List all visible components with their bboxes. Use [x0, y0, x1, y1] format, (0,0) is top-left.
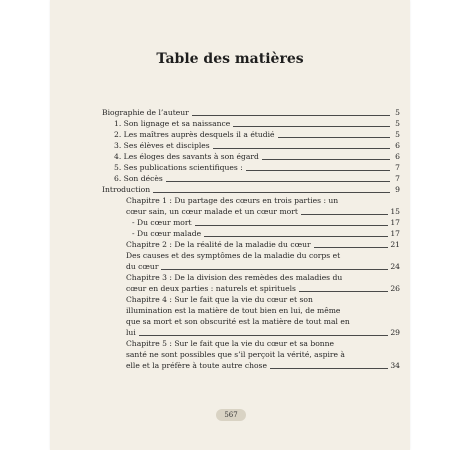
leader-line — [213, 147, 390, 149]
leader-line — [161, 268, 388, 270]
page-number: 567 — [216, 409, 246, 421]
toc-entry-page: 17 — [390, 229, 400, 238]
toc-entry — [102, 217, 400, 228]
toc-entry — [102, 184, 400, 195]
leader-line — [192, 114, 390, 116]
toc-entry-page: 7 — [395, 163, 400, 172]
toc-entry-title: cœur en deux parties : naturels et spirituels — [126, 284, 296, 293]
toc-entry-page: 5 — [395, 130, 400, 139]
toc-entry-page: 5 — [395, 108, 400, 117]
toc-entry — [102, 107, 400, 118]
toc-entry-page: 17 — [390, 218, 400, 227]
page-title: Table des matières — [156, 51, 304, 67]
toc-entry — [102, 118, 400, 129]
toc-entry-page: 6 — [395, 141, 400, 150]
book-page — [50, 0, 410, 450]
toc-entry — [102, 239, 400, 250]
toc-entry — [102, 162, 400, 173]
leader-line — [246, 169, 390, 171]
toc-entry-page: 5 — [395, 119, 400, 128]
toc-entry-page: 21 — [390, 240, 400, 249]
toc-entry — [102, 228, 400, 239]
toc-entry-text-line: que sa mort et son obscurité est la matière de tout mal en — [126, 317, 350, 326]
toc-entry-title: Chapitre 2 : De la réalité de la maladie du cœur — [126, 240, 311, 249]
toc-entry-title: - Du cœur mort — [132, 218, 192, 227]
leader-line — [262, 158, 390, 160]
leader-line — [233, 125, 390, 127]
toc-entry-title: 5. Ses publications scientifiques : — [114, 163, 243, 172]
toc-entry-title: lui — [126, 328, 136, 337]
toc-entry-title: 4. Les éloges des savants à son égard — [114, 152, 259, 161]
toc-entry-text-line: Chapitre 5 : Sur le fait que la vie du cœur et sa bonne — [126, 339, 335, 348]
toc-entry — [102, 173, 400, 184]
toc-entry-text-line: Chapitre 4 : Sur le fait que la vie du cœur et son — [126, 295, 313, 304]
toc-entry — [102, 294, 400, 338]
toc-entry-text-line: Des causes et des symptômes de la maladie du corps et — [126, 251, 341, 260]
toc-entry — [102, 140, 400, 151]
toc-entry-page: 6 — [395, 152, 400, 161]
toc-entry — [102, 195, 400, 217]
toc-entry — [102, 272, 400, 294]
toc-entry-text-line: santé ne sont possibles que s’il perçoit la vérité, aspire à — [126, 350, 345, 359]
toc-entry-page: 26 — [390, 284, 400, 293]
toc-entry-title: elle et la préfère à toute autre chose — [126, 361, 267, 370]
toc-entry-page: 15 — [390, 207, 400, 216]
toc-entry-text-line: illumination est la matière de tout bien en lui, de même — [126, 306, 341, 315]
toc-entry — [102, 250, 400, 272]
leader-line — [301, 213, 388, 215]
toc-entry — [102, 129, 400, 140]
leader-line — [139, 334, 389, 336]
leader-line — [314, 246, 389, 248]
toc-entry-title: - Du cœur malade — [132, 229, 202, 238]
toc-entry-page: 9 — [395, 185, 400, 194]
leader-line — [270, 367, 388, 369]
leader-line — [153, 191, 390, 193]
toc-entry-page: 24 — [390, 262, 400, 271]
toc-entry-title: 6. Son décès — [114, 174, 163, 183]
toc-entry-text-line: Chapitre 1 : Du partage des cœurs en trois parties : un — [126, 196, 339, 205]
toc-entry-title: Biographie de l’auteur — [102, 108, 189, 117]
toc-entry-title: 2. Les maîtres auprès desquels il a étudié — [114, 130, 275, 139]
leader-line — [195, 224, 389, 226]
toc-entry-page: 29 — [390, 328, 400, 337]
toc-entry-page: 34 — [390, 361, 400, 370]
toc-entry-title: 1. Son lignage et sa naissance — [114, 119, 231, 128]
toc-entry — [102, 151, 400, 162]
toc-entry-title: Introduction — [102, 185, 151, 194]
toc-entry-page: 7 — [395, 174, 400, 183]
toc-entry-title: cœur sain, un cœur malade et un cœur mort — [126, 207, 298, 216]
leader-line — [204, 235, 388, 237]
toc-entry-title: 3. Ses élèves et disciples — [114, 141, 210, 150]
leader-line — [278, 136, 390, 138]
leader-line — [299, 290, 388, 292]
toc-entry-title: du cœur — [126, 262, 159, 271]
leader-line — [166, 180, 390, 182]
toc-entry — [102, 338, 400, 371]
table-of-contents — [102, 107, 400, 371]
toc-entry-text-line: Chapitre 3 : De la division des remèdes des maladies du — [126, 273, 343, 282]
